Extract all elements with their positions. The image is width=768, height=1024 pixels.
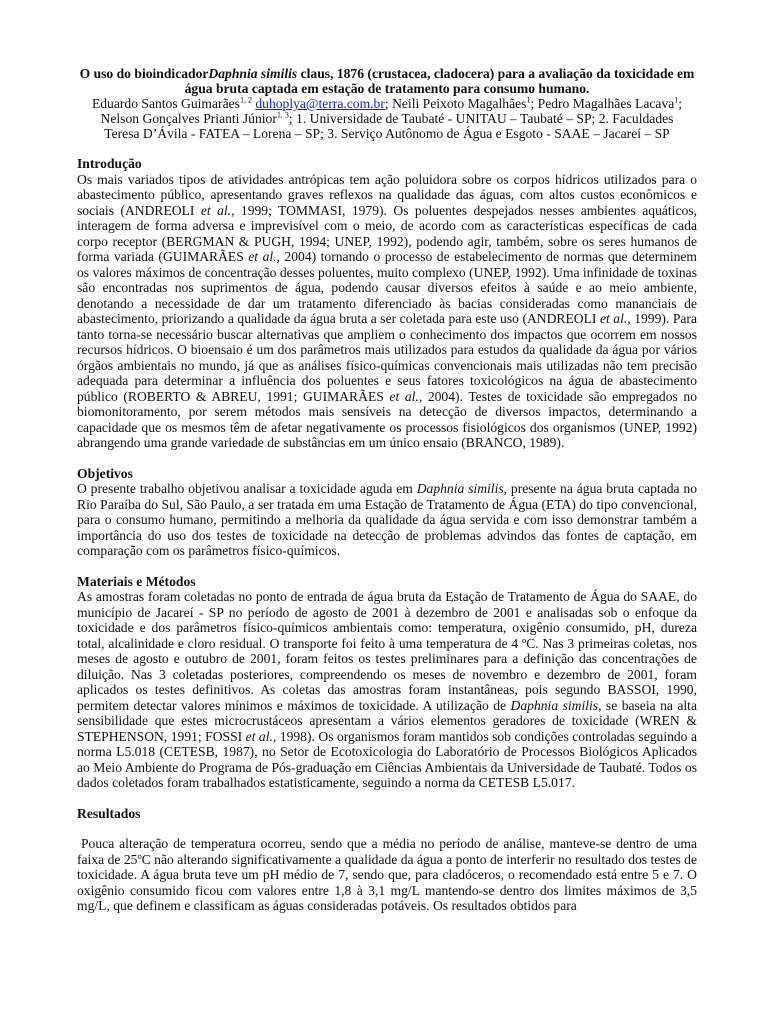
objetivos-text-1: O presente trabalho objetivou analisar a toxicidade aguda em <box>77 481 417 496</box>
author-3: ; Pedro Magalhães Lacava <box>530 96 675 111</box>
author-1: Eduardo Santos Guimarães <box>91 96 240 111</box>
author-2-affiliation: 1 <box>526 95 531 105</box>
metodos-text-3: , 1998). Os organismos foram mantidos sob condições controladas seguindo a norma L5.018 (CETESB, 1987), no Setor de Ecotoxicologia do Laboratório de Processos Biológicos Aplicados ao Meio Ambiente do Programa de Pós-graduação em Ciências Ambientais da Universidade de Taubaté. Todos os dados coletados foram trabalhados estatisticamente, seguindo a norma da CETESB L5.017. <box>77 728 697 790</box>
section-objetivos <box>77 466 697 559</box>
heading-resultados: Resultados <box>77 805 141 821</box>
author-3-affiliation: 1 <box>674 95 679 105</box>
objetivos-paragraph <box>77 481 697 559</box>
author-2: ; Neili Peixoto Magalhães <box>384 96 527 111</box>
authors-line-1 <box>77 96 697 111</box>
document-page <box>77 66 697 914</box>
objetivos-species: Daphnia similis <box>416 481 504 496</box>
author-4-affiliation: 1, 3 <box>276 110 289 120</box>
intro-etal-2: et al. <box>248 249 277 264</box>
title-species: Daphnia similis <box>208 66 298 81</box>
intro-text-5: , 2004). Testes de toxicidade são empregados no biomonitoramento, por serem métodos mais sensíveis na detecção de diversos impactos, determinando a capacidade que os mesmos têm de afetar negativamente os processos fisiológicos dos organismos (UNEP, 1992) abrangendo uma grande variedade de substâncias em um único ensaio (BRANCO, 1989). <box>77 388 697 450</box>
metodos-text-2: , se baseia na alta sensibilidade que estes microcrustáceos apresentam a vários elementos geradores de toxicidade (WREN & STEPHENSON, 1991; FOSSI <box>77 697 697 744</box>
title-part-1: O uso do bioindicador <box>79 66 209 81</box>
author-3-end: ; <box>678 96 683 111</box>
metodos-species: Daphnia similis <box>510 697 599 713</box>
section-resultados <box>77 806 697 914</box>
intro-text-4: , 1999). Para tanto torna-se necessário buscar alternativas que ampliem o conhecimento dos impactos que ocorrem em nossos recursos hídricos. O bioensaio é um dos parâmetros mais utilizados para estudos da qualidade da água por vários órgãos ambientais no mundo, já que as análises físico-químicas convencionais mais utilizadas não tem precisão adequada para determinar a influência dos poluentes e seus fatores toxicológicos na água de abastecimento público (ROBERTO & ABREU, 1991; GUIMARÃES <box>77 311 697 404</box>
metodos-etal: et al. <box>245 728 273 744</box>
intro-text-1: Os mais variados tipos de atividades antrópicas tem ação poluidora sobre os corpos hídricos utilizados para o abastecimento público, apresentando graves reflexos na qualidade das águas, com altos custos econômicos e sociais (ANDREOLI <box>77 171 697 218</box>
author-1-affiliation: 1, 2 <box>239 95 252 105</box>
metodos-paragraph <box>77 589 697 791</box>
resultados-paragraph <box>77 836 697 914</box>
heading-objetivos: Objetivos <box>77 465 133 481</box>
intro-text-3: , 2004) tornando o processo de estabelecimento de normas que determinem os valores máximos de concentração desses poluentes, muito complexo (UNEP, 1992). Uma infinidade de toxinas são encontradas nos suprimentos de água, podendo causar diversos efeitos à saúde e ao meio ambiente, denotando a necessidade de dar um tratamento diferenciado às bacias consideradas como mananciais de abastecimento, priorizando a qualidade da água bruta a ser coletada para este uso (ANDREOLI <box>77 249 698 326</box>
authors-line-3 <box>77 126 697 141</box>
heading-metodos: Materiais e Métodos <box>77 573 196 589</box>
objetivos-text-2: , presente na água bruta captada no Rio Paraíba do Sul, São Paulo, a ser tratada em uma Estação de Tratamento de Água (ETA) do tipo convencional, para o consumo humano, permitindo a melhoria da qualidade da água servida e com isso demonstrar também a importância do uso dos testes de toxicidade na detecção de problemas advindos das fontes de captação, em comparação com os parâmetros físico-químicos. <box>77 481 698 558</box>
section-introducao <box>77 156 697 451</box>
intro-etal-3: et al. <box>599 311 628 326</box>
author-email-link[interactable]: duhoplya@terra.com.br <box>255 96 385 111</box>
author-4: Nelson Gonçalves Prianti Júnior <box>100 111 277 126</box>
intro-etal-4: et al. <box>389 388 419 404</box>
affiliations-2: Teresa D’Ávila - FATEA – Lorena – SP; 3. Serviço Autônomo de Água e Esgoto - SAAE – Jacareí – SP <box>104 126 670 141</box>
heading-introducao: Introdução <box>77 156 142 171</box>
affiliations-1: ; 1. Universidade de Taubaté - UNITAU – Taubaté – SP; 2. Faculdades <box>288 111 674 126</box>
spacer <box>77 821 697 836</box>
section-metodos <box>77 574 697 791</box>
resultados-text-1: Pouca alteração de temperatura ocorreu, sendo que a média no período de análise, manteve-se dentro de uma faixa de 25ºC não alterando significativamente a qualidade da água a ponto de interferir no resultado dos testes de toxicidade. A água bruta teve um pH médio de 7, sendo que, para cladóceros, o recomendado está entre 5 e 7. O oxigênio consumido ficou com valores entre 1,8 à 3,1 mg/L mantendo-se dentro dos limites máximos de 3,5 mg/L, que definem e classificam as águas consideradas potáveis. Os resultados obtidos para <box>77 836 697 913</box>
intro-text-2: , 1999; TOMMASI, 1979). Os poluentes despejados nesses ambientes aquáticos, interagem de forma adversa e imprevisível com o meio, de acordo com as características específicas de cada corpo receptor (BERGMAN & PUGH, 1994; UNEP, 1992), podendo agir, também, sobre os seres humanos de forma variada (GUIMARÃES <box>77 202 697 264</box>
metodos-text-1: As amostras foram coletadas no ponto de entrada de água bruta da Estação de Tratamento de Água do SAAE, do município de Jacareí - SP no período de agosto de 2001 à dezembro de 2001 e analisadas sob o enfoque da toxicidade e dos parâmetros físico-químicos ambientais como: temperatura, oxigênio consumido, pH, dureza total, alcalinidade e cloro residual. O transporte foi feito à uma temperatura de 4 ºC. Nas 3 primeiras coletas, nos meses de agosto e outubro de 2001, foram feitos os testes preliminares para a definição das concentrações de diluição. Nas 3 coletadas posteriores, compreendendo os meses de novembro e dezembro de 2001, foram aplicados os testes definitivos. As coletas das amostras foram instantâneas, pois segundo BASSOI, 1990, permitem detectar valores mínimos e máximos de toxicidade. A utilização de <box>77 589 697 713</box>
title-part-2: claus, 1876 (crustacea, cladocera) para a avaliação da toxicidade em água bruta captada em estação de tratamento para consumo humano. <box>184 66 695 96</box>
intro-etal-1: et al. <box>200 202 232 218</box>
authors-line-2 <box>77 111 697 126</box>
intro-paragraph <box>77 172 697 451</box>
paper-title <box>77 66 697 96</box>
